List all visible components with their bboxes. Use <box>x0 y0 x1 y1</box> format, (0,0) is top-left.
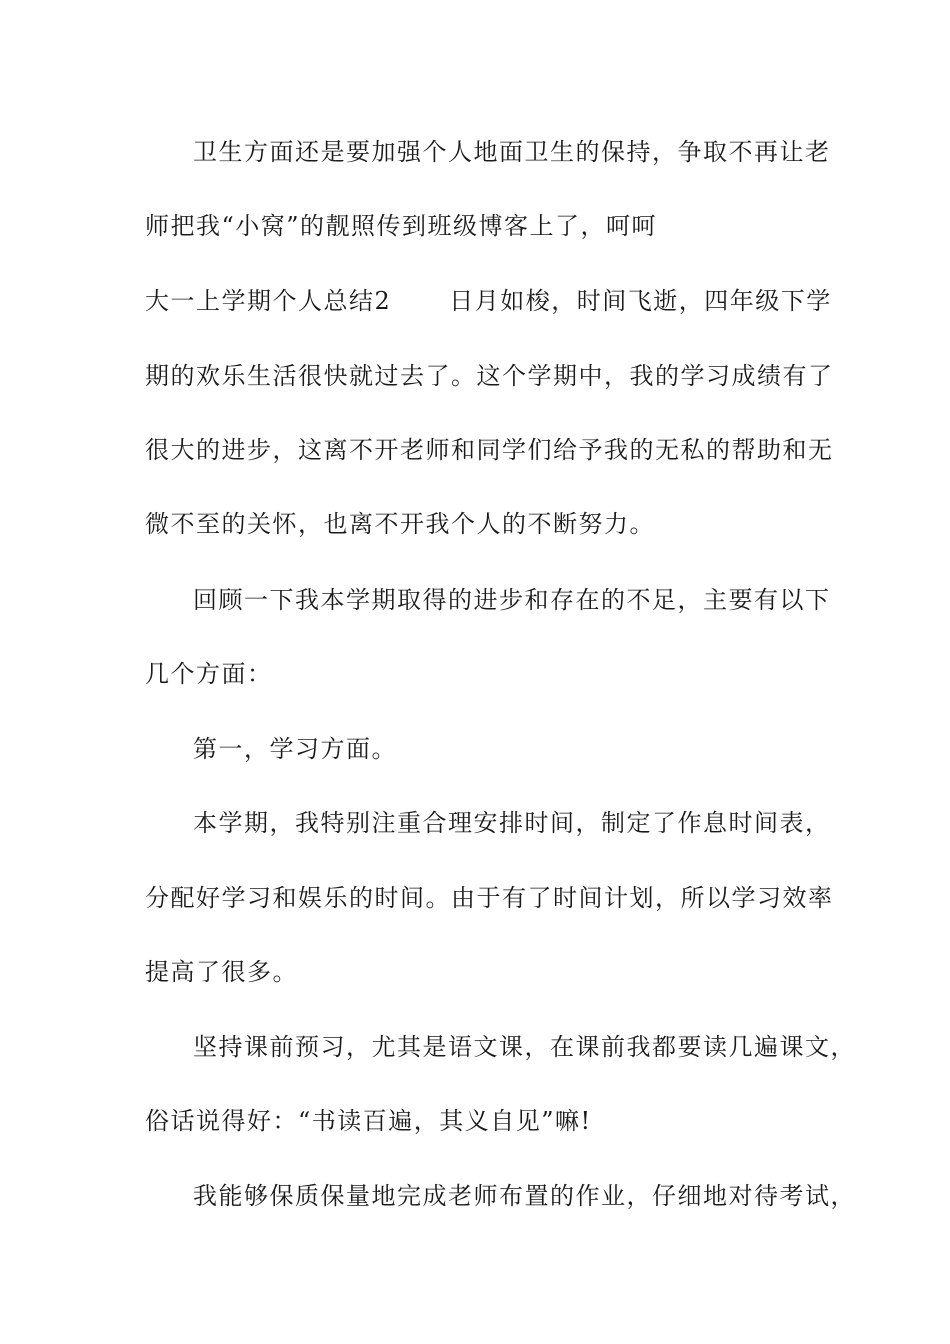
paragraph-line-2: 师把我“小窝”的靓照传到班级博客上了，呵呵 <box>145 212 658 240</box>
paragraph-line-8: 几个方面： <box>145 660 273 688</box>
paragraph-line-13: 坚持课前预习，尤其是语文课，在课前我都要读几遍课文， <box>193 1033 856 1061</box>
paragraph-line-10: 本学期，我特别注重合理安排时间，制定了作息时间表， <box>193 809 831 837</box>
section-opening-text: 日月如梭，时间飞逝，四年级下学 <box>449 287 832 315</box>
paragraph-line-14: 俗话说得好：“书读百遍，其义自见”嘛! <box>145 1107 592 1135</box>
paragraph-line-7: 回顾一下我本学期取得的进步和存在的不足，主要有以下 <box>193 586 831 614</box>
paragraph-line-4: 期的欢乐生活很快就过去了。这个学期中，我的学习成绩有了 <box>145 362 834 390</box>
paragraph-line-5: 很大的进步，这离不开老师和同学们给予我的无私的帮助和无 <box>145 436 834 464</box>
paragraph-line-11: 分配好学习和娱乐的时间。由于有了时间计划，所以学习效率 <box>145 884 834 912</box>
section-title-line <box>145 286 835 316</box>
paragraph-line-1: 卫生方面还是要加强个人地面卫生的保持，争取不再让老 <box>193 138 831 166</box>
paragraph-line-12: 提高了很多。 <box>145 958 298 986</box>
section-title: 大一上学期个人总结2 <box>145 287 392 315</box>
paragraph-line-6: 微不至的关怀，也离不开我个人的不断努力。 <box>145 510 655 538</box>
paragraph-line-9: 第一，学习方面。 <box>193 735 397 763</box>
paragraph-line-15: 我能够保质保量地完成老师布置的作业，仔细地对待考试， <box>193 1182 856 1210</box>
